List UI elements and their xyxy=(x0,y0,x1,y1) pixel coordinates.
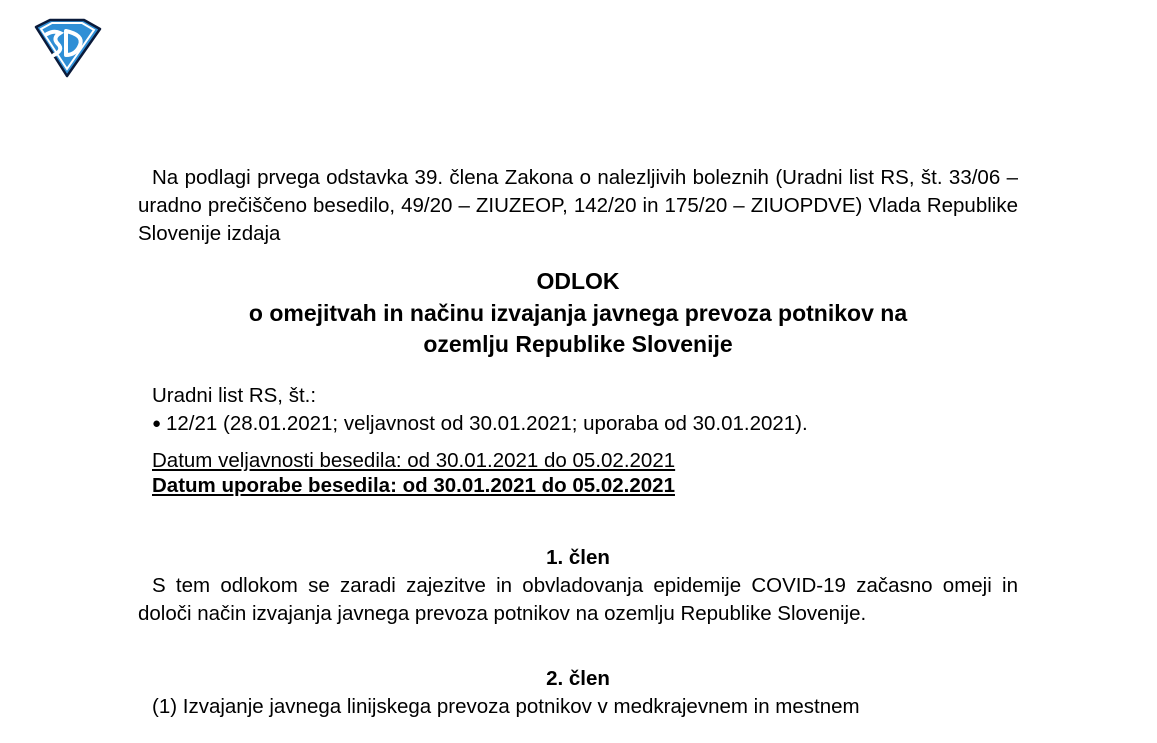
application-date: Datum uporabe besedila: od 30.01.2021 do 05.02.2021 xyxy=(152,474,675,497)
title-main: ODLOK xyxy=(536,268,620,294)
title-line-3: ozemlju Republike Slovenije xyxy=(423,331,733,357)
gazette-item[interactable] xyxy=(152,410,1018,438)
document-body xyxy=(138,164,1018,721)
gazette-list xyxy=(152,410,1018,438)
article xyxy=(138,665,1018,721)
article-title: 1. člen xyxy=(546,545,610,569)
article-body: S tem odlokom se zaradi zajezitve in obvladovanja epidemije COVID-19 začasno omeji in določi način izvajanja javnega prevoza potnikov na ozemlju Republike Slovenije. xyxy=(138,573,1018,625)
sd-shield-logo-icon xyxy=(30,17,104,79)
title-line-2: o omejitvah in načinu izvajanja javnega prevoza potnikov na xyxy=(248,299,908,326)
article xyxy=(138,544,1018,628)
validity-date: Datum veljavnosti besedila: od 30.01.2021 do 05.02.2021 xyxy=(152,448,676,472)
validity-dates xyxy=(138,448,1018,499)
gazette-item-text: 12/21 (28.01.2021; veljavnost od 30.01.2021; uporaba od 30.01.2021). xyxy=(166,411,808,435)
intro-paragraph: Na podlagi prvega odstavka 39. člena Zakona o nalezljivih boleznih (Uradni list RS, št. 33/06 – uradno prečiščeno besedilo, 49/20 – ZIUZEOP, 142/20 in 175/20 – ZIUOPDVE) Vlada Republike Slovenije izdaja xyxy=(138,166,1018,245)
gazette-heading: Uradni list RS, št.: xyxy=(152,383,317,407)
bullet-icon: ● xyxy=(152,414,162,432)
article-body: (1) Izvajanje javnega linijskega prevoza potnikov v medkrajevnem in mestnem xyxy=(152,694,860,718)
article-title: 2. člen xyxy=(546,666,610,690)
document-title xyxy=(138,266,1018,361)
gazette-reference xyxy=(138,382,1018,438)
